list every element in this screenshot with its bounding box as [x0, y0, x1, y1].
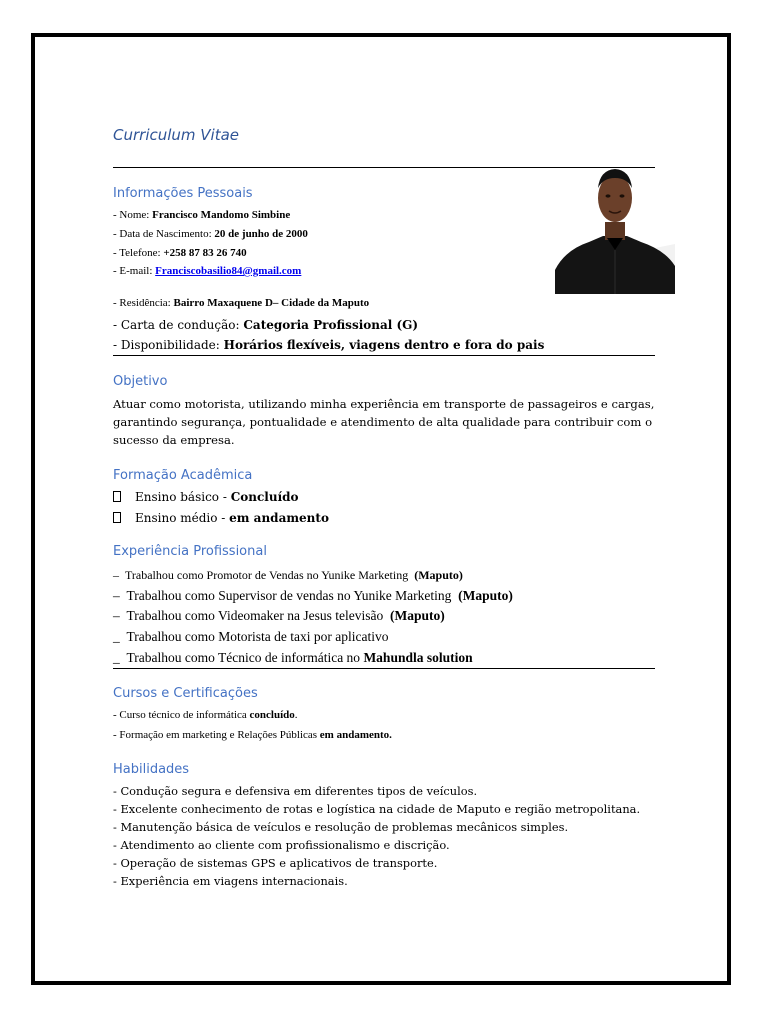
- square-bullet-icon: [113, 512, 121, 523]
- personal-divider: [113, 355, 655, 356]
- skill-item: - Condução segura e defensiva em diferentes tipos de veículos.: [113, 784, 478, 798]
- experience-company: Mahundla solution: [363, 650, 473, 665]
- email-label: - E-mail:: [113, 265, 156, 277]
- email-link[interactable]: Franciscobasilio84@gmail.com: [155, 265, 302, 277]
- objective-line: sucesso da empresa.: [113, 433, 235, 447]
- experience-text: Trabalhou como Promotor de Vendas no Yunike Marketing: [125, 568, 412, 582]
- phone-line: [113, 247, 247, 259]
- course-status: em andamento.: [319, 729, 392, 741]
- availability-value: Horários flexíveis, viagens dentro e fora do pais: [223, 338, 545, 352]
- education-item: [113, 511, 329, 525]
- course-item: [113, 709, 298, 721]
- license-value: Categoria Profissional (G): [243, 318, 419, 332]
- education-label: Ensino básico -: [135, 490, 231, 504]
- objective-heading: Objetivo: [113, 374, 168, 389]
- skills-heading: Habilidades: [113, 762, 190, 777]
- name-value: Francisco Mandomo Simbine: [152, 209, 291, 221]
- experience-item: [113, 629, 388, 645]
- name-line: [113, 209, 290, 221]
- residence-value: Bairro Maxaquene D– Cidade da Maputo: [173, 297, 370, 309]
- email-line: [113, 265, 301, 277]
- availability-line: [113, 338, 544, 352]
- courses-heading: Cursos e Certificações: [113, 686, 258, 701]
- license-line: [113, 318, 418, 332]
- dash-marker: –: [113, 568, 119, 582]
- dash-marker: _: [113, 629, 120, 644]
- name-label: - Nome:: [113, 209, 153, 221]
- education-label: Ensino médio -: [135, 511, 230, 525]
- objective-text: [113, 395, 658, 449]
- skill-item: - Manutenção básica de veículos e resolução de problemas mecânicos simples.: [113, 820, 569, 834]
- experience-item: [113, 650, 473, 666]
- course-tail: .: [294, 709, 298, 721]
- experience-text: Trabalhou como Supervisor de vendas no Yunike Marketing: [126, 588, 455, 603]
- experience-location: (Maputo): [414, 568, 463, 582]
- education-status: Concluído: [230, 490, 299, 504]
- dash-marker: –: [113, 608, 120, 623]
- skill-item: - Atendimento ao cliente com profissionalismo e discrição.: [113, 838, 450, 852]
- skill-item: - Operação de sistemas GPS e aplicativos de transporte.: [113, 856, 438, 870]
- experience-divider: [113, 668, 655, 669]
- education-item: [113, 490, 299, 504]
- personal-heading: Informações Pessoais: [113, 186, 253, 201]
- course-status: concluído: [249, 709, 295, 721]
- objective-line: garantindo segurança, pontualidade e atendimento de alta qualidade para contribuir com o: [113, 415, 653, 429]
- experience-heading: Experiência Profissional: [113, 544, 267, 559]
- dash-marker: _: [113, 650, 120, 665]
- cv-title: Curriculum Vitae: [113, 126, 240, 144]
- profile-photo: [555, 158, 675, 294]
- skill-item: - Excelente conhecimento de rotas e logística na cidade de Maputo e região metropolitana.: [113, 802, 641, 816]
- experience-item: [113, 608, 445, 624]
- experience-item: [113, 568, 463, 583]
- skill-item: - Experiência em viagens internacionais.: [113, 874, 348, 888]
- phone-label: - Telefone:: [113, 247, 164, 259]
- course-item: [113, 729, 392, 741]
- experience-item: [113, 588, 513, 604]
- availability-label: - Disponibilidade:: [113, 338, 224, 352]
- experience-text: Trabalhou como Motorista de taxi por aplicativo: [126, 629, 389, 644]
- experience-location: (Maputo): [390, 608, 445, 623]
- dob-label: - Data de Nascimento:: [113, 228, 215, 240]
- residence-label: - Residência:: [113, 297, 174, 309]
- experience-location: (Maputo): [458, 588, 513, 603]
- license-label: - Carta de condução:: [113, 318, 244, 332]
- dash-marker: –: [113, 588, 120, 603]
- experience-text: Trabalhou como Videomaker na Jesus televisão: [126, 608, 387, 623]
- residence-line: [113, 297, 369, 309]
- dob-value: 20 de junho de 2000: [214, 228, 308, 240]
- education-heading: Formação Acadêmica: [113, 468, 253, 483]
- course-text: - Curso técnico de informática: [113, 709, 250, 721]
- skills-list: [113, 782, 658, 890]
- square-bullet-icon: [113, 491, 121, 502]
- phone-value: +258 87 83 26 740: [163, 247, 247, 259]
- experience-text: Trabalhou como Técnico de informática no: [126, 650, 364, 665]
- education-status: em andamento: [229, 511, 329, 525]
- dob-line: [113, 228, 308, 240]
- objective-line: Atuar como motorista, utilizando minha experiência em transporte de passageiros e cargas,: [113, 397, 655, 411]
- course-text: - Formação em marketing e Relações Públicas: [113, 729, 320, 741]
